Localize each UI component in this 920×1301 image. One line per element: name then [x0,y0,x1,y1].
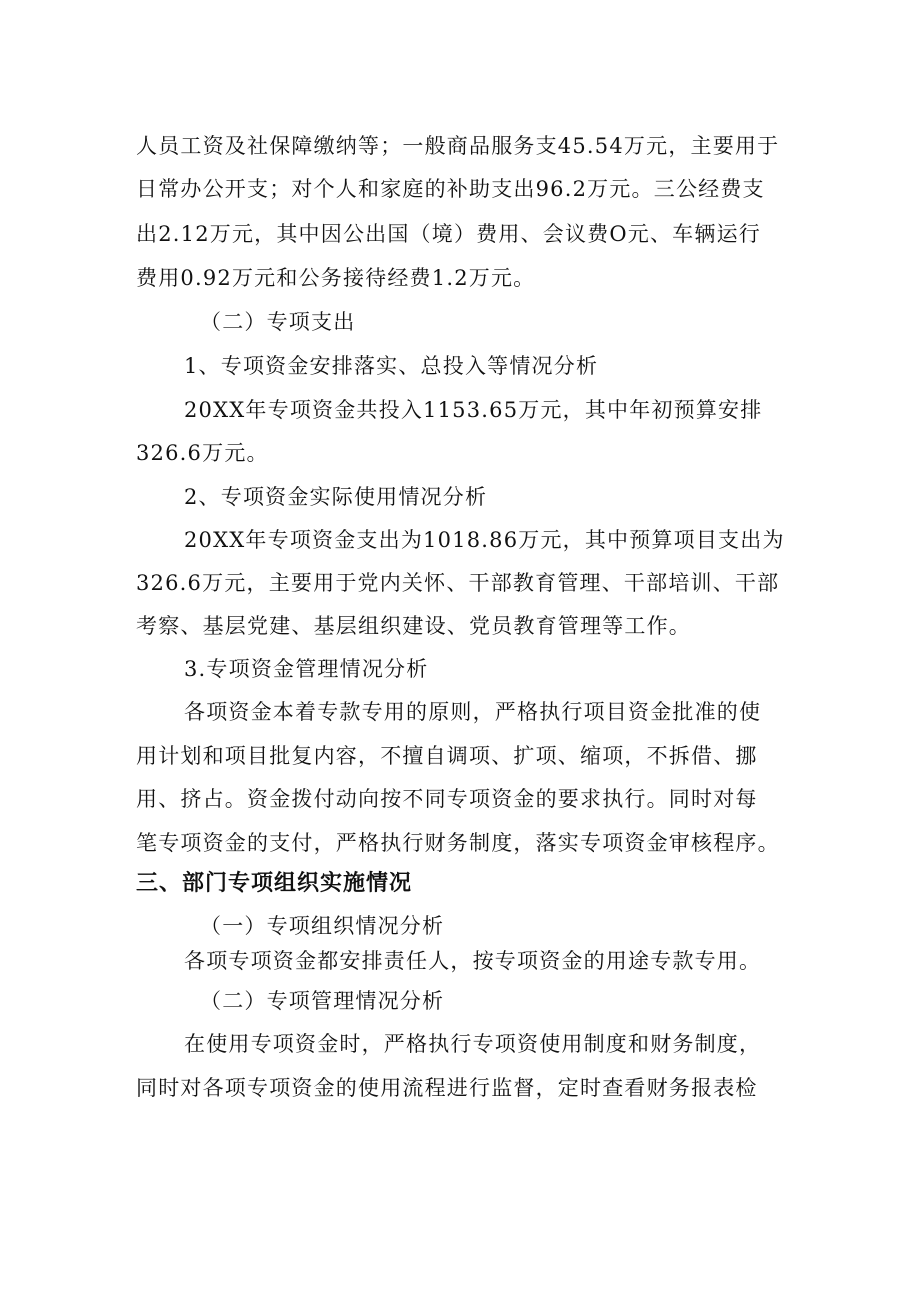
body-text-line: 出2.12万元，其中因公出国（境）费用、会议费O元、车辆运行 [136,222,761,246]
body-text-line: 人员工资及社保障缴纳等；一般商品服务支45.54万元，主要用于 [136,134,780,158]
section-subheading: 3.专项资金管理情况分析 [184,657,429,681]
section-subheading: 2、专项资金实际使用情况分析 [184,485,488,509]
body-text-line: 费用0.92万元和公务接待经费1.2万元。 [136,266,536,290]
body-text-line: 各项专项资金都安排责任人，按专项资金的用途专款专用。 [184,949,762,973]
body-text-line: 326.6万元，主要用于党内关怀、干部教育管理、干部培训、干部 [136,571,780,595]
body-text-line: 各项资金本着专款专用的原则，严格执行项目资金批准的使 [184,700,762,724]
body-text-line: 同时对各项专项资金的使用流程进行监督，定时查看财务报表检 [136,1076,758,1100]
section-heading: 三、部门专项组织实施情况 [136,871,413,896]
section-subheading: （一）专项组织情况分析 [200,914,445,938]
body-text-line: 20XX年专项资金共投入1153.65万元，其中年初预算安排 [184,398,763,422]
section-subheading: 1、专项资金安排落实、总投入等情况分析 [184,354,599,378]
body-text-line: 326.6万元。 [136,441,269,465]
body-text-line: 用计划和项目批复内容，不擅自调项、扩项、缩项，不拆借、挪 [136,744,758,768]
body-text-line: 在使用专项资金时，严格执行专项资使用制度和财务制度， [184,1032,762,1056]
body-text-line: 日常办公开支；对个人和家庭的补助支出96.2万元。三公经费支 [136,177,765,201]
body-text-line: 考察、基层党建、基层组织建设、党员教育管理等工作。 [136,614,691,638]
body-text-line: 20XX年专项资金支出为1018.86万元，其中预算项目支出为 [184,528,785,552]
body-text-line: 笔专项资金的支付，严格执行财务制度，落实专项资金审核程序。 [136,831,780,855]
section-subheading: （二）专项支出 [200,310,356,334]
body-text-line: 用、挤占。资金拨付动向按不同专项资金的要求执行。同时对每 [136,787,758,811]
section-subheading: （二）专项管理情况分析 [200,989,445,1013]
